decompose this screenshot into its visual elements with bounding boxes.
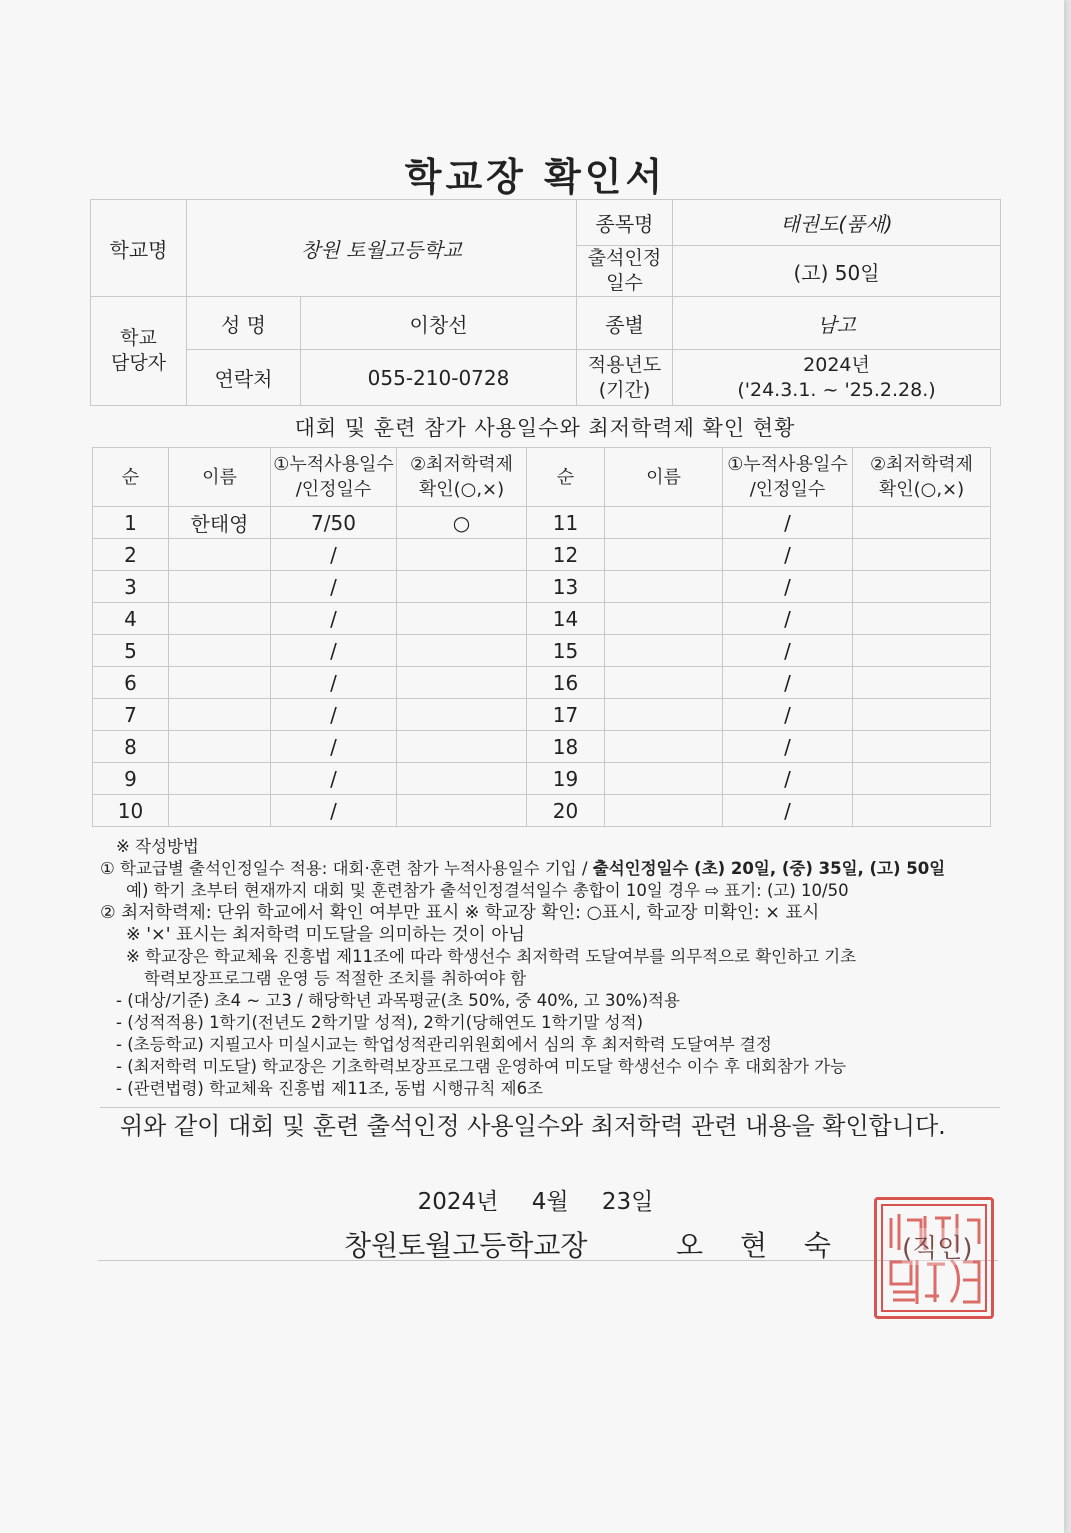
row-no-2: 16: [527, 667, 605, 699]
row-days: /: [271, 795, 397, 827]
row-name-2: [605, 699, 723, 731]
info-table: [90, 199, 1001, 406]
school-label: 학교명: [91, 200, 187, 297]
note-1-bold: 출석인정일수 (초) 20일, (중) 35일, (고) 50일: [592, 859, 946, 878]
confirmation-text: 위와 같이 대회 및 훈련 출석인정 사용일수와 최저학력 관련 내용을 확인합니다.: [100, 1107, 1000, 1144]
header-name-2: 이름: [605, 448, 723, 507]
row-days-2: /: [723, 731, 853, 763]
contact-value: 055-210-0728: [301, 350, 577, 406]
header-check-2-line2: 확인(○,×): [878, 479, 965, 500]
row-no-2: 20: [527, 795, 605, 827]
note-2-sub2a: ※ 학교장은 학교체육 진흥법 제11조에 따라 학생선수 최저학력 도달여부를 의무적으로 확인하고 기초: [126, 947, 857, 966]
header-check-line1: ②최저학력제: [409, 454, 514, 475]
date-day: 23일: [601, 1189, 654, 1215]
row-no: 9: [93, 763, 169, 795]
row-name-2: [605, 635, 723, 667]
row-name: 한태영: [169, 507, 271, 539]
table-row: [93, 635, 991, 667]
principal-title: 창원토월고등학교장: [344, 1229, 588, 1262]
note-2: ② 최저학력제: 단위 학교에서 확인 여부만 표시 ※ 학교장 확인: ○표시, 학교장 미확인: × 표시: [100, 903, 820, 923]
participation-table: [92, 447, 991, 827]
row-name-2: [605, 571, 723, 603]
attend-label-line2: 일수: [606, 272, 643, 294]
row-no: 10: [93, 795, 169, 827]
year-value-line2: ('24.3.1. ~ '25.2.28.): [737, 378, 936, 401]
row-check: ○: [397, 507, 527, 539]
row-no: 3: [93, 571, 169, 603]
row-name: [169, 603, 271, 635]
gender-value: 남고: [673, 297, 1001, 350]
row-days: /: [271, 763, 397, 795]
table-row: [93, 763, 991, 795]
row-name-2: [605, 603, 723, 635]
row-no-2: 13: [527, 571, 605, 603]
header-check-line2: 확인(○,×): [418, 479, 505, 500]
row-days-2: /: [723, 635, 853, 667]
table-row: [93, 571, 991, 603]
attend-label: [577, 246, 673, 297]
note-bullet-1: - (대상/기준) 초4 ~ 고3 / 해당학년 과목평균(초 50%, 중 40%, 고 30%)적용: [116, 991, 680, 1010]
header-no-2: 순: [527, 448, 605, 507]
attend-value: (고) 50일: [673, 246, 1001, 297]
row-days-2: /: [723, 539, 853, 571]
row-days: 7/50: [271, 507, 397, 539]
contact-label: 연락처: [187, 350, 301, 406]
row-no-2: 14: [527, 603, 605, 635]
row-days-2: /: [723, 795, 853, 827]
row-days-2: /: [723, 507, 853, 539]
section-title: 대회 및 훈련 참가 사용일수와 최저학력제 확인 현황: [294, 416, 796, 440]
year-label: [577, 350, 673, 406]
row-name: [169, 795, 271, 827]
row-name: [169, 539, 271, 571]
note-bullet-4: - (최저학력 미도달) 학교장은 기초학력보장프로그램 운영하여 미도달 학생선수 이수 후 대회참가 가능: [116, 1057, 847, 1076]
note-1-example: 예) 학기 초부터 현재까지 대회 및 훈련참가 출석인정결석일수 총합이 10일 경우 ⇨ 표기: (고) 10/50: [126, 881, 849, 900]
row-check-2: [853, 795, 991, 827]
row-check: [397, 731, 527, 763]
header-days: [271, 448, 397, 507]
table-row: [93, 731, 991, 763]
table-row: [93, 539, 991, 571]
row-check: [397, 539, 527, 571]
sport-label: 종목명: [577, 200, 673, 246]
document-title: 학교장 확인서: [404, 155, 667, 199]
note-2-sub2b: 학력보장프로그램 운영 등 적절한 조치를 취하여야 함: [144, 969, 527, 988]
row-check-2: [853, 731, 991, 763]
table-row: [93, 699, 991, 731]
row-no: 4: [93, 603, 169, 635]
table-row: [93, 795, 991, 827]
row-no-2: 11: [527, 507, 605, 539]
note-bullet-3: - (초등학교) 지필고사 미실시교는 학업성적관리위원회에서 심의 후 최저학력 도달여부 결정: [116, 1035, 772, 1054]
note-bullet-2: - (성적적용) 1학기(전년도 2학기말 성적), 2학기(당해연도 1학기말 성적): [116, 1013, 644, 1032]
header-check-2-line1: ②최저학력제: [869, 454, 974, 475]
year-label-line1: 적용년도: [587, 353, 662, 376]
row-no-2: 19: [527, 763, 605, 795]
note-1-text: ① 학교급별 출석인정일수 적용: 대회·훈련 참가 누적사용일수 기입 /: [100, 859, 593, 878]
row-no: 8: [93, 731, 169, 763]
row-no: 7: [93, 699, 169, 731]
row-no-2: 18: [527, 731, 605, 763]
attend-label-line1: 출석인정: [587, 247, 662, 269]
row-days-2: /: [723, 763, 853, 795]
date-year: 2024년: [417, 1189, 499, 1215]
manager-label-line2: 담당자: [110, 352, 167, 374]
row-check: [397, 571, 527, 603]
row-check-2: [853, 507, 991, 539]
row-name: [169, 571, 271, 603]
row-days-2: /: [723, 603, 853, 635]
name-label: 성 명: [187, 297, 301, 350]
row-check: [397, 603, 527, 635]
table-row: [93, 603, 991, 635]
header-days-line2: /인정일수: [295, 479, 372, 500]
row-check: [397, 795, 527, 827]
row-days: /: [271, 667, 397, 699]
row-no-2: 17: [527, 699, 605, 731]
row-days: /: [271, 731, 397, 763]
manager-label: [91, 297, 187, 406]
row-no: 6: [93, 667, 169, 699]
seal-label: (직인): [902, 1228, 973, 1265]
row-name: [169, 635, 271, 667]
row-days-2: /: [723, 571, 853, 603]
header-days-2: [723, 448, 853, 507]
sport-value: 태권도(품새): [673, 200, 1001, 246]
header-days-line1: ①누적사용일수: [273, 454, 394, 475]
header-no: 순: [93, 448, 169, 507]
row-days: /: [271, 699, 397, 731]
row-name-2: [605, 795, 723, 827]
row-no: 1: [93, 507, 169, 539]
note-bullet-5: - (관련법령) 학교체육 진흥법 제11조, 동법 시행규칙 제6조: [116, 1079, 543, 1098]
row-days: /: [271, 539, 397, 571]
instructions: [100, 836, 990, 1100]
header-check: [397, 448, 527, 507]
gender-label: 종별: [577, 297, 673, 350]
signature-line: [98, 1224, 998, 1261]
row-check-2: [853, 539, 991, 571]
row-days: /: [271, 571, 397, 603]
row-name: [169, 731, 271, 763]
table-row: [93, 507, 991, 539]
row-check-2: [853, 763, 991, 795]
row-name-2: [605, 539, 723, 571]
year-value-line1: 2024년: [803, 353, 870, 376]
name-value: 이창선: [301, 297, 577, 350]
row-check: [397, 635, 527, 667]
row-days-2: /: [723, 667, 853, 699]
year-label-line2: (기간): [598, 378, 651, 401]
year-value: [673, 350, 1001, 406]
row-name-2: [605, 507, 723, 539]
row-name-2: [605, 763, 723, 795]
row-no-2: 12: [527, 539, 605, 571]
date-month: 4월: [531, 1189, 569, 1215]
row-no: 2: [93, 539, 169, 571]
row-no-2: 15: [527, 635, 605, 667]
principal-name: 오 현 숙: [676, 1229, 845, 1262]
table-row: [93, 667, 991, 699]
notes-heading: ※ 작성방법: [116, 837, 199, 856]
row-check-2: [853, 571, 991, 603]
row-days: /: [271, 603, 397, 635]
header-days-2-line1: ①누적사용일수: [727, 454, 848, 475]
row-check: [397, 699, 527, 731]
row-check-2: [853, 635, 991, 667]
row-name: [169, 763, 271, 795]
row-name: [169, 667, 271, 699]
row-days-2: /: [723, 699, 853, 731]
row-check: [397, 763, 527, 795]
row-check-2: [853, 667, 991, 699]
row-no: 5: [93, 635, 169, 667]
header-days-2-line2: /인정일수: [749, 479, 826, 500]
row-check-2: [853, 699, 991, 731]
row-check: [397, 667, 527, 699]
header-check-2: [853, 448, 991, 507]
row-check-2: [853, 603, 991, 635]
table-header-row: [93, 448, 991, 507]
school-value: 창원 토월고등학교: [187, 200, 577, 297]
header-name: 이름: [169, 448, 271, 507]
row-name: [169, 699, 271, 731]
row-name-2: [605, 667, 723, 699]
row-name-2: [605, 731, 723, 763]
note-2-sub1: ※ '×' 표시는 최저학력 미도달을 의미하는 것이 아님: [126, 925, 526, 945]
note-1: [100, 858, 990, 880]
manager-label-line1: 학교: [120, 327, 157, 349]
row-days: /: [271, 635, 397, 667]
